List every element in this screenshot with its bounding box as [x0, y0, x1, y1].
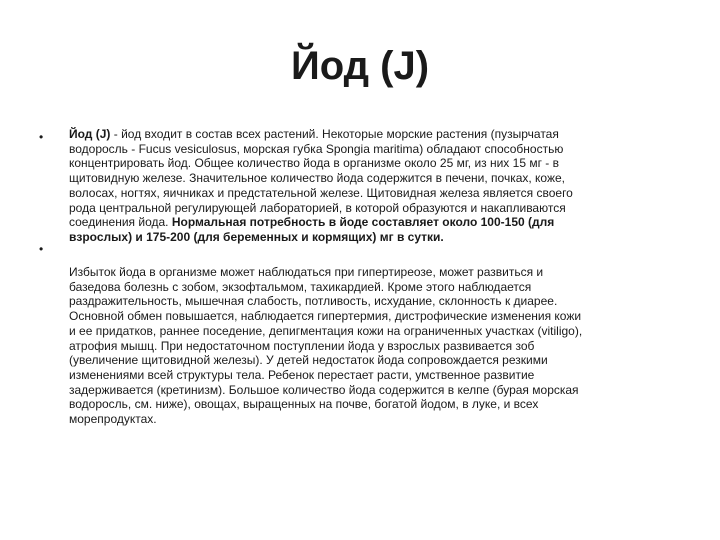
line-text: - йод входит в состав всех растений. Некоторые морские растения (пузырчатая — [110, 127, 559, 141]
paragraph-line: (увеличение щитовидной железы). У детей недостаток йода сопровождается резкими — [69, 353, 548, 368]
paragraph-line: раздражительность, мышечная слабость, потливость, исхудание, склонность к диарее. — [69, 294, 558, 309]
paragraph-line: Избыток йода в организме может наблюдаться при гипертиреозе, может развиться и — [69, 265, 544, 279]
paragraph-line: атрофия мышц. При недостаточном поступлении йода у взрослых развивается зоб — [69, 338, 535, 353]
paragraph-line: морепродуктах. — [69, 412, 157, 427]
daily-requirement-text: взрослых) и 175-200 (для беременных и кормящих) мг в сутки. — [69, 229, 444, 244]
bullet-marker-2: • — [39, 242, 44, 256]
paragraph-line: задерживается (кретинизм). Большое количество йода содержится в келпе (бурая морская — [69, 382, 579, 397]
paragraph-line: базедова болезнь с зобом, экзофтальмом, тахикардией. Кроме этого наблюдается — [69, 279, 532, 294]
paragraph-line: концентрировать йод. Общее количество йода в организме около 25 мг, из них 15 мг - в — [69, 156, 559, 171]
paragraph-line: водоросль - Fucus vesiculosus, морская губка Spongia maritima) обладают способностью — [69, 141, 564, 156]
paragraph-line: и ее придатков, раннее поседение, депигментация кожи на ограниченных участках (vitiligo), — [69, 323, 583, 338]
line-text: соединения йода. — [69, 215, 172, 230]
paragraph-iodine-excess-deficiency — [69, 265, 582, 427]
paragraph-line: изменениями всей структуры тела. Ребенок перестает расти, умственное развитие — [69, 367, 535, 382]
paragraph-line: Основной обмен повышается, наблюдается гипертермия, дистрофические изменения кожи — [69, 309, 582, 324]
slide-title: Йод (J) — [290, 44, 430, 88]
paragraph-line: рода центральной регулирующей лабораторией, в которой образуются и накапливаются — [69, 200, 566, 215]
paragraph-iodine-overview — [69, 127, 573, 245]
paragraph-line — [69, 215, 573, 230]
iodine-term: Йод (J) — [69, 127, 111, 141]
daily-requirement-text: Нормальная потребность в йоде составляет около 100-150 (для — [171, 215, 555, 230]
paragraph-line: водоросль, см. ниже), овощах, выращенных на почве, богатой йодом, в луке, и всех — [69, 397, 539, 412]
bullet-marker-1: • — [39, 130, 44, 144]
paragraph-line: щитовидную железе. Значительное количество йода содержится в печени, почках, коже, — [69, 171, 566, 186]
paragraph-line — [69, 127, 573, 142]
paragraph-line: волосах, ногтях, яичниках и предстательной железе. Щитовидная железа является своего — [69, 185, 573, 200]
